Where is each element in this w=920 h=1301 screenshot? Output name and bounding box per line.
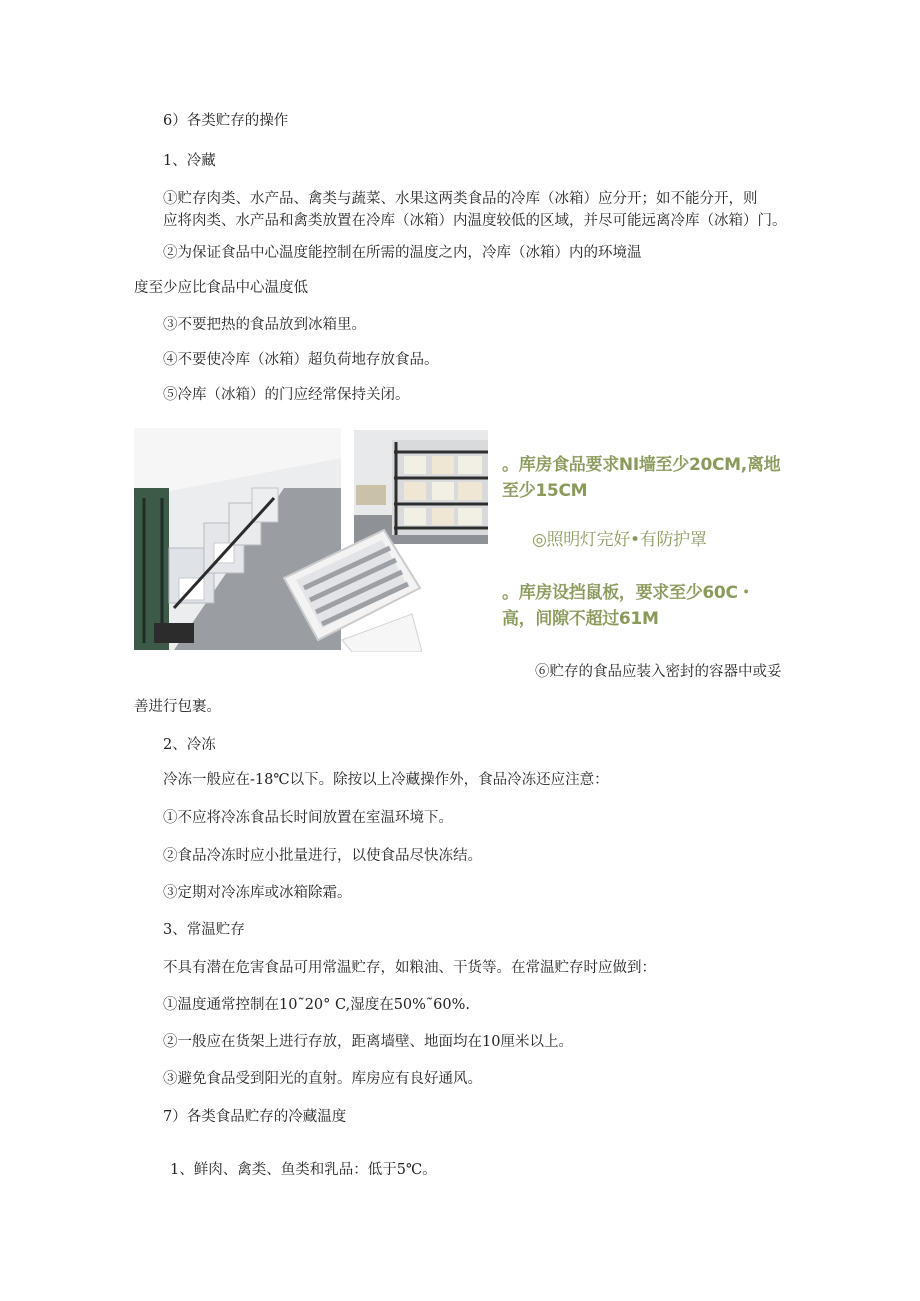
freezing-item-1: ①不应将冷冻食品长时间放置在室温环境下。 [163,810,453,826]
refrigeration-item-6-line-1: ⑥贮存的食品应装入密封的容器中或妥 [535,664,782,680]
figure-caption-1-line-2: 至少15CM [502,481,588,501]
section-6-heading: 6）各类贮存的操作 [163,113,289,129]
freezing-item-2: ②食品冷冻时应小批量进行，以使食品尽快冻结。 [163,848,482,864]
ambient-item-1: ①温度通常控制在10˜20° C,湿度在50%˜60%. [163,997,471,1013]
refrigeration-item-3: ③不要把热的食品放到冰箱里。 [163,317,366,333]
refrigeration-heading: 1、冷藏 [163,153,216,169]
refrigeration-item-5: ⑤冷库（冰箱）的门应经常保持关闭。 [163,387,410,403]
refrigeration-item-1-line-2: 应将肉类、水产品和禽类放置在冷库（冰箱）内温度较低的区域，并尽可能远离冷库（冰箱）门。 [163,213,787,229]
ambient-intro: 不具有潜在危害食品可用常温贮存，如粮油、干货等。在常温贮存时应做到： [163,960,656,976]
figure-caption-3-line-1: 。库房设挡鼠板，要求至少60C・ [502,583,755,603]
figure-caption-3-line-2: 高，间隙不超过61M [502,609,659,629]
freezing-intro: 冷冻一般应在-18℃以下。除按以上冷藏操作外，食品冷冻还应注意： [163,772,609,788]
ambient-item-2: ②一般应在货架上进行存放，距离墙壁、地面均在10厘米以上。 [163,1034,573,1050]
refrigeration-item-1-line-1: ①贮存肉类、水产品、禽类与蔬菜、水果这两类食品的冷库（冰箱）应分开；如不能分开，则 [163,191,758,207]
storage-shelf-photo [354,430,488,544]
refrigeration-item-2-line-2: 度至少应比食品中心温度低 [134,280,308,296]
section-7-item-1: 1、鲜肉、禽类、鱼类和乳品：低于5℃。 [170,1162,437,1178]
section-7-heading: 7）各类食品贮存的冷藏温度 [163,1109,347,1125]
light-fixture-photo [282,528,422,652]
ambient-item-3: ③避免食品受到阳光的直射。库房应有良好通风。 [163,1071,482,1087]
freezing-heading: 2、冷冻 [163,737,216,753]
refrigeration-item-2-line-1: ②为保证食品中心温度能控制在所需的温度之内，冷库（冰箱）内的环境温 [163,245,642,261]
ambient-heading: 3、常温贮存 [163,922,245,938]
figure-caption-1-line-1: 。库房食品要求NI墙至少20CM,离地 [502,455,781,475]
refrigeration-item-4: ④不要使冷库（冰箱）超负荷地存放食品。 [163,352,439,368]
refrigeration-item-6-line-2: 善进行包裹。 [134,699,221,715]
figure-caption-2: ◎照明灯完好•有防护罩 [532,530,707,550]
freezing-item-3: ③定期对冷冻库或冰箱除霜。 [163,885,352,901]
